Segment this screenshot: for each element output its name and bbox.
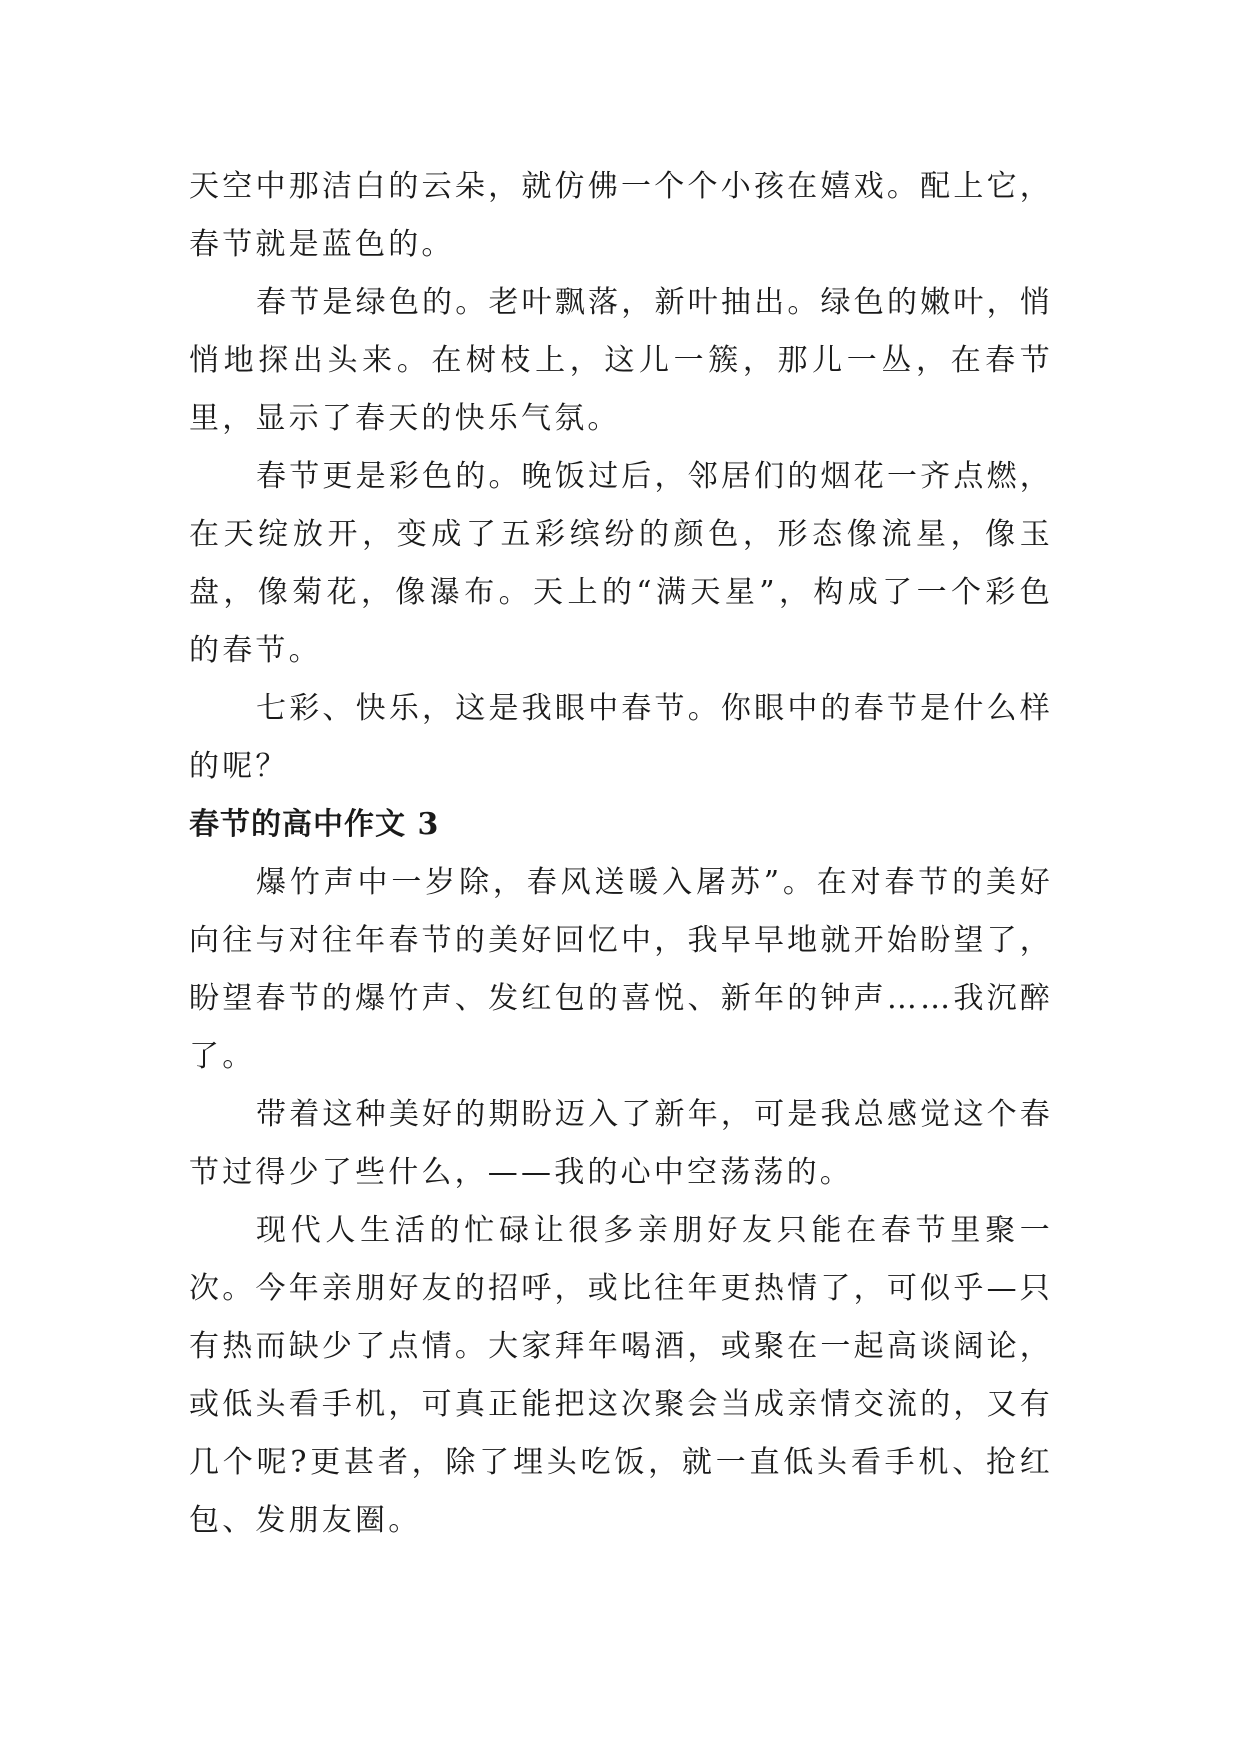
paragraph-firecrackers: 爆竹声中一岁除，春风送暖入屠苏”。在对春节的美好向往与对往年春节的美好回忆中，我早早地就开始盼望了，盼望春节的爆竹声、发红包的喜悦、新年的钟声……我沉醉了。 <box>189 865 1053 1074</box>
document-body <box>189 158 1053 1550</box>
paragraph-green: 春节是绿色的。老叶飘落，新叶抽出。绿色的嫩叶，悄悄地探出头来。在树枝上，这儿一簇，那儿一丛，在春节里，显示了春天的快乐气氛。 <box>189 285 1053 436</box>
section-heading: 春节的高中作文 3 <box>189 807 440 842</box>
paragraph-new-year: 带着这种美好的期盼迈入了新年，可是我总感觉这个春节过得少了些什么，——我的心中空荡荡的。 <box>189 1097 1053 1190</box>
paragraph-colorful: 春节更是彩色的。晚饭过后，邻居们的烟花一齐点燃，在天绽放开，变成了五彩缤纷的颜色，形态像流星，像玉盘，像菊花，像瀑布。天上的“满天星”，构成了一个彩色的春节。 <box>189 459 1053 668</box>
paragraph-blue-sky: 天空中那洁白的云朵，就仿佛一个个小孩在嬉戏。配上它，春节就是蓝色的。 <box>189 169 1053 262</box>
paragraph-modern-life: 现代人生活的忙碌让很多亲朋好友只能在春节里聚一次。今年亲朋好友的招呼，或比往年更热情了，可似乎—只有热而缺少了点情。大家拜年喝酒，或聚在一起高谈阔论，或低头看手机，可真正能把这次聚会当成亲情交流的，又有几个呢?更甚者，除了埋头吃饭，就一直低头看手机、抢红包、发朋友圈。 <box>189 1213 1053 1538</box>
paragraph-question: 七彩、快乐，这是我眼中春节。你眼中的春节是什么样的呢？ <box>189 691 1053 784</box>
